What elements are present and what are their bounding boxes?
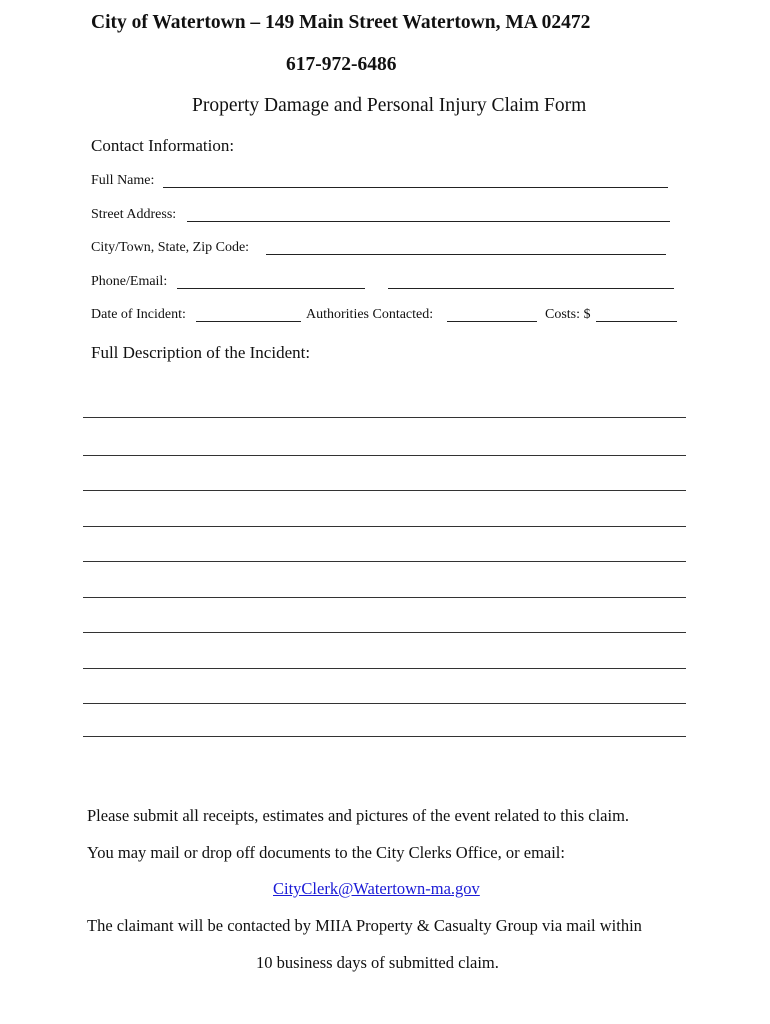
description-line[interactable]	[83, 703, 686, 704]
contact-note-line2: 10 business days of submitted claim.	[256, 953, 499, 972]
full-name-underline	[163, 187, 668, 188]
description-line[interactable]	[83, 526, 686, 527]
description-line[interactable]	[83, 632, 686, 633]
street-address-field[interactable]	[189, 205, 667, 221]
city-state-zip-label: City/Town, State, Zip Code:	[91, 240, 250, 255]
description-line[interactable]	[83, 597, 686, 598]
receipts-note: Please submit all receipts, estimates and pictures of the event related to this claim.	[87, 806, 630, 825]
description-line[interactable]	[83, 417, 686, 418]
description-line[interactable]	[83, 455, 686, 456]
authorities-contacted-underline	[447, 321, 537, 322]
phone-underline	[177, 288, 365, 289]
date-of-incident-underline	[196, 321, 301, 322]
city-state-zip-underline	[266, 254, 666, 255]
full-name-field[interactable]	[165, 171, 665, 187]
costs-field[interactable]	[598, 305, 675, 321]
costs-underline	[596, 321, 677, 322]
form-title: Property Damage and Personal Injury Claim Form	[192, 95, 587, 116]
costs-label: Costs: $	[545, 307, 591, 322]
header-address: City of Watertown – 149 Main Street Watertown, MA 02472	[91, 12, 591, 33]
contact-note-line1: The claimant will be contacted by MIIA Property & Casualty Group via mail within	[87, 916, 642, 935]
date-of-incident-field[interactable]	[198, 305, 299, 321]
phone-email-label: Phone/Email:	[91, 274, 168, 289]
email-underline	[388, 288, 674, 289]
street-address-underline	[187, 221, 670, 222]
date-of-incident-label: Date of Incident:	[91, 307, 186, 322]
street-address-label: Street Address:	[91, 207, 177, 222]
authorities-contacted-field[interactable]	[449, 305, 535, 321]
description-line[interactable]	[83, 561, 686, 562]
contact-section-label: Contact Information:	[91, 136, 235, 155]
full-name-label: Full Name:	[91, 173, 155, 188]
description-line[interactable]	[83, 736, 686, 737]
description-line[interactable]	[83, 490, 686, 491]
header-phone: 617-972-6486	[286, 54, 397, 75]
description-section-label: Full Description of the Incident:	[91, 343, 311, 362]
mail-note: You may mail or drop off documents to the City Clerks Office, or email:	[87, 843, 565, 862]
city-clerk-email-link[interactable]: CityClerk@Watertown-ma.gov	[273, 879, 480, 898]
authorities-contacted-label: Authorities Contacted:	[306, 307, 434, 322]
description-line[interactable]	[83, 668, 686, 669]
phone-field[interactable]	[179, 272, 363, 288]
email-field[interactable]	[390, 272, 672, 288]
city-state-zip-field[interactable]	[268, 238, 663, 254]
